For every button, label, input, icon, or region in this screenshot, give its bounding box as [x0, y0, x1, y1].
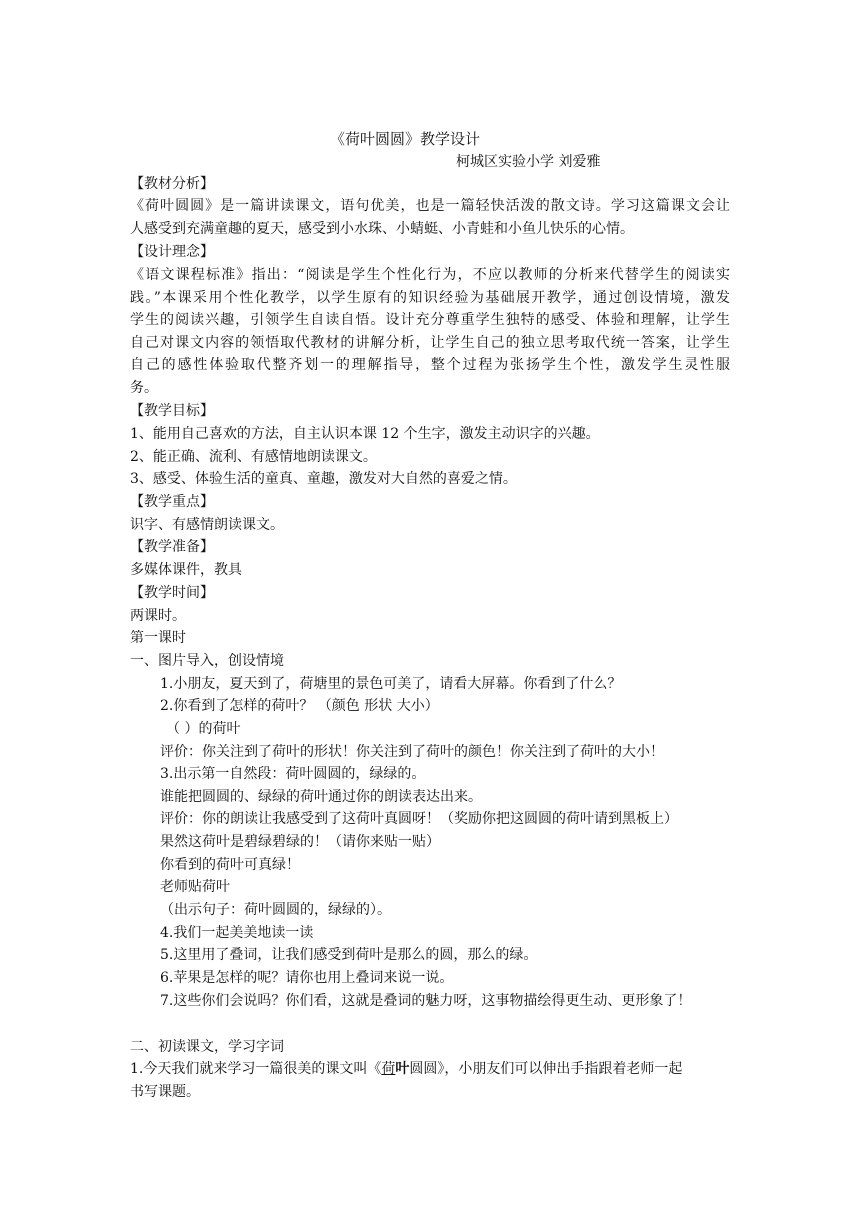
part-heading: 一、图片导入，创设情境 — [130, 653, 284, 669]
paragraph-line: 人感受到充满童趣的夏天，感受到小水珠、小蜻蜓、小青蛙和小鱼儿快乐的心情。 — [130, 221, 634, 237]
lesson-step: 老师贴荷叶 — [160, 879, 230, 895]
lesson-step: 5.这里用了叠词，让我们感受到荷叶是那么的圆，那么的绿。 — [160, 947, 538, 963]
lesson-step: 评价：你的朗读让我感受到了这荷叶真圆呀！（奖励你把这圆圆的荷叶请到黑板上） — [160, 811, 678, 827]
goal-item: 1、能用自己喜欢的方法，自主认识本课 12 个生字，激发主动识字的兴趣。 — [130, 426, 600, 442]
paragraph-line: 《荷叶圆圆》是一篇讲读课文，语句优美，也是一篇轻快活泼的散文诗。学习这篇课文会让 — [130, 198, 730, 214]
paragraph-line: 自己的感性体验取代整齐划一的理解指导，整个过程为张扬学生个性，激发学生灵性服 — [130, 357, 730, 373]
paragraph-line: 自己对课文内容的领悟取代教材的讲解分析，让学生自己的独立思考取代统一答案，让学生 — [130, 335, 730, 351]
lesson-step: 3.出示第一自然段：荷叶圆圆的，绿绿的。 — [160, 766, 426, 782]
paragraph-line: 务。 — [130, 380, 158, 396]
paragraph-line: 两课时。 — [130, 608, 186, 624]
bold-character: 叶 — [395, 1061, 410, 1077]
document-author: 柯城区实验小学 刘爱雅 — [456, 154, 601, 170]
goal-item: 2、能正确、流利、有感情地朗读课文。 — [130, 449, 377, 465]
section-heading-concept: 【设计理念】 — [130, 244, 214, 260]
lesson-step: （出示句子：荷叶圆圆的，绿绿的）。 — [160, 902, 391, 918]
section-heading-materials: 【教材分析】 — [130, 176, 214, 192]
section-heading-goals: 【教学目标】 — [130, 403, 214, 419]
paragraph-line: 《语文课程标准》指出：“阅读是学生个性化行为，不应以教师的分析来代替学生的阅读实 — [130, 267, 730, 283]
part-heading: 二、初读课文，学习字词 — [130, 1039, 284, 1055]
lesson-step: 7.这些你们会说吗？你们看，这就是叠词的魅力呀，这事物描绘得更生动、更形象了！ — [160, 993, 692, 1009]
document-title: 《荷叶圆圆》教学设计 — [330, 130, 481, 148]
lesson-step: 谁能把圆圆的、绿绿的荷叶通过你的朗读表达出来。 — [160, 789, 482, 805]
paragraph-line: 学生的阅读兴趣，引领学生自读自悟。设计充分尊重学生独特的感受、体验和理解，让学生 — [130, 312, 730, 328]
text-run: 1.今天我们就来学习一篇很美的课文叫《 — [130, 1061, 382, 1077]
lesson-step: 2.你看到了怎样的荷叶？ （颜色 形状 大小） — [160, 698, 439, 714]
paragraph-line: 多媒体课件，教具 — [130, 562, 242, 578]
paragraph-line: 书写课题。 — [130, 1084, 200, 1100]
section-heading-focus: 【教学重点】 — [130, 494, 214, 510]
paragraph-line — [130, 1058, 682, 1080]
paragraph-line: 识字、有感情朗读课文。 — [130, 517, 284, 533]
lesson-step: 你看到的荷叶可真绿！ — [160, 857, 300, 873]
lesson-heading: 第一课时 — [130, 630, 186, 646]
lesson-step: 4.我们一起美美地读一读 — [160, 925, 314, 941]
lesson-step: 果然这荷叶是碧绿碧绿的！（请你来贴一贴） — [160, 834, 440, 850]
paragraph-line: 践。”本课采用个性化教学，以学生原有的知识经验为基础展开教学，通过创设情境，激发 — [130, 290, 730, 306]
underlined-character: 荷 — [381, 1061, 396, 1077]
lesson-step: 6.苹果是怎样的呢？请你也用上叠词来说一说。 — [160, 970, 454, 986]
lesson-step: 评价：你关注到了荷叶的形状！你关注到了荷叶的颜色！你关注到了荷叶的大小！ — [160, 744, 664, 760]
section-heading-time: 【教学时间】 — [130, 585, 214, 601]
text-run: 圆圆》，小朋友们可以伸出手指跟着老师一起 — [409, 1061, 683, 1077]
lesson-step: （ ）的荷叶 — [166, 721, 241, 737]
goal-item: 3、感受、体验生活的童真、童趣，激发对大自然的喜爱之情。 — [130, 471, 517, 487]
section-heading-preparation: 【教学准备】 — [130, 539, 214, 555]
lesson-step: 1.小朋友，夏天到了，荷塘里的景色可美了，请看大屏幕。你看到了什么？ — [160, 676, 622, 692]
